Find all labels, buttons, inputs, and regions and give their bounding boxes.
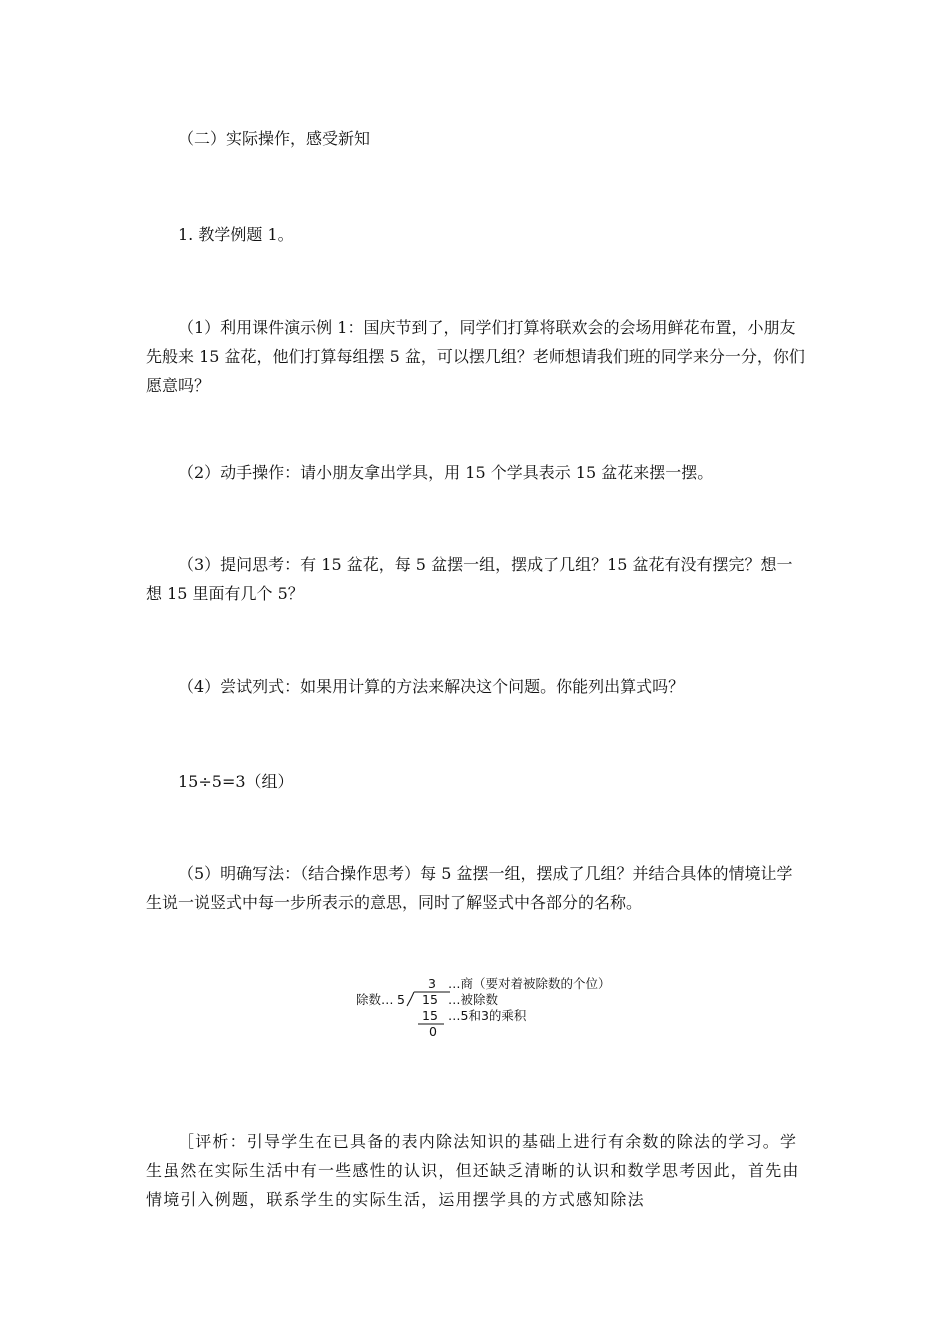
paragraph-1: （1）利用课件演示例 1：国庆节到了，同学们打算将联欢会的会场用鲜花布置，小朋友先般来 15 盆花，他们打算每组摆 5 盆，可以摆几组？老师想请我们班的同学来分一分，你们愿意吗？ (146, 318, 805, 395)
quotient-value: 3 (428, 976, 436, 991)
paragraph-5: （5）明确写法：（结合操作思考）每 5 盆摆一组，摆成了几组？并结合具体的情境让学生说一说竖式中每一步所表示的意思，同时了解竖式中各部分的名称。 (146, 864, 793, 912)
divisor-label: 除数… (356, 992, 394, 1007)
remainder-value: 0 (429, 1024, 437, 1039)
paragraph-2: （2）动手操作：请小朋友拿出学具，用 15 个学具表示 15 盆花来摆一摆。 (178, 463, 714, 482)
paragraph-4: （4）尝试列式：如果用计算的方法来解决这个问题。你能列出算式吗？ (178, 677, 685, 696)
long-division-svg (356, 972, 656, 1044)
paragraph-3: （3）提问思考：有 15 盆花，每 5 盆摆一组，摆成了几组？15 盆花有没有摆完？想一想 15 里面有几个 5？ (146, 555, 793, 603)
equation: 15÷5=3（组） (178, 772, 294, 791)
quotient-note: …商（要对着被除数的个位） (448, 976, 611, 991)
product-note: …5和3的乘积 (448, 1008, 527, 1023)
section-heading: （二）实际操作，感受新知 (178, 129, 371, 148)
divisor-value: 5 (397, 992, 405, 1007)
dividend-note: …被除数 (448, 992, 499, 1007)
commentary: ［评析：引导学生在已具备的表内除法知识的基础上进行有余数的除法的学习。学生虽然在实际生活中有一些感性的认识，但还缺乏清晰的认识和数学思考因此，首先由情境引入例题，联系学生的实际生活，运用摆学具的方式感知除法 (146, 1132, 800, 1209)
division-bracket (407, 992, 414, 1006)
dividend-value: 15 (422, 992, 438, 1007)
item-1-title: 1. 教学例题 1。 (178, 225, 294, 244)
long-division-diagram (356, 972, 656, 1044)
product-value: 15 (422, 1008, 438, 1023)
